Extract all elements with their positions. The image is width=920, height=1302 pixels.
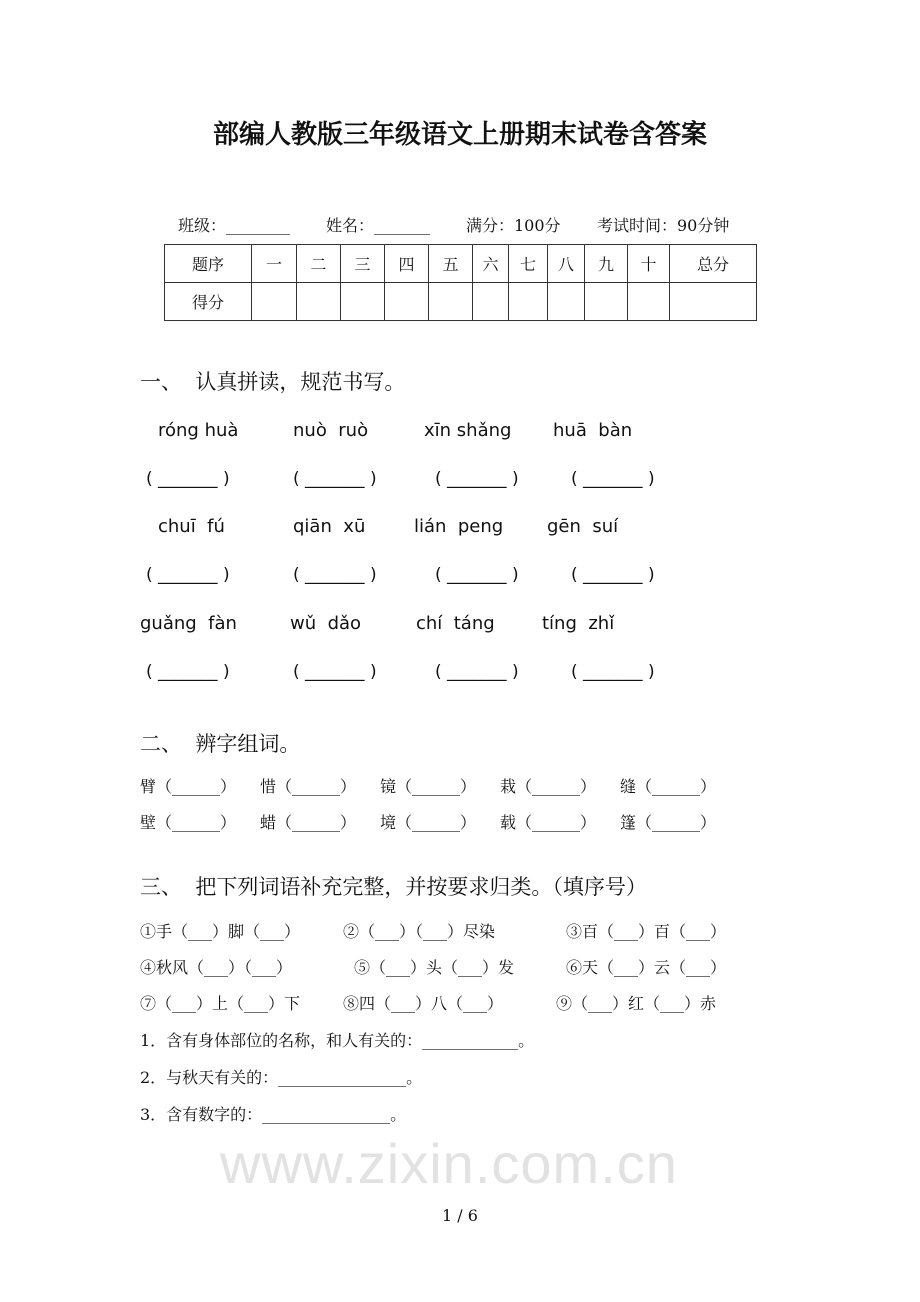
name-field: 姓名：_______ [326,216,431,235]
idiom-item[interactable]: ④秋风（___）（___） [140,958,293,977]
section-1-heading: 一、 认真拼读，规范书写。 [140,370,406,394]
page-title: 部编人教版三年级语文上册期末试卷含答案 [212,120,707,150]
score-cell[interactable] [670,283,757,321]
answer-blank[interactable]: ( _______ ) [293,662,377,682]
pinyin-label: róng huà [158,420,239,441]
table-row [165,283,757,321]
pinyin-label: xīn shǎng [424,420,512,441]
answer-blank[interactable]: ( _______ ) [146,565,230,585]
word-blank-item[interactable]: 蜡（______） [260,813,357,832]
score-cell[interactable] [509,283,548,321]
idiom-item[interactable]: ①手（___）脚（___） [140,922,301,941]
pinyin-label: guǎng fàn [140,613,237,634]
pinyin-label: huā bàn [553,420,633,441]
score-cell[interactable] [473,283,509,321]
idiom-item[interactable]: ⑧四（___）八（___） [343,994,504,1013]
idiom-item[interactable]: ③百（___）百（___） [566,922,727,941]
table-cell: 九 [585,245,628,283]
word-blank-item[interactable]: 镜（______） [380,777,477,796]
score-cell[interactable] [585,283,628,321]
full-score: 满分：100分 [466,216,561,235]
table-cell: 一 [252,245,297,283]
answer-blank[interactable]: ( _______ ) [146,662,230,682]
pinyin-label: chuī fú [158,516,225,537]
word-blank-item[interactable]: 篷（______） [620,813,717,832]
word-blank-item[interactable]: 栽（______） [500,777,597,796]
table-cell: 六 [473,245,509,283]
table-cell: 三 [341,245,385,283]
score-cell[interactable] [385,283,429,321]
pinyin-label: chí táng [416,613,495,634]
answer-blank[interactable]: ( _______ ) [435,469,519,489]
classification-question[interactable]: 1．含有身体部位的名称，和人有关的：____________。 [140,1031,535,1050]
word-blank-item[interactable]: 惜（______） [260,777,357,796]
table-cell: 题序 [165,245,252,283]
idiom-item[interactable]: ⑤（___）头（___）发 [354,958,515,977]
score-table [164,244,757,321]
answer-blank[interactable]: ( _______ ) [435,565,519,585]
score-cell[interactable] [429,283,473,321]
score-cell[interactable] [628,283,670,321]
page-number: 1 / 6 [442,1206,478,1225]
table-cell: 二 [297,245,341,283]
score-cell[interactable] [297,283,341,321]
table-cell: 得分 [165,283,252,321]
score-cell[interactable] [548,283,585,321]
table-row [165,245,757,283]
section-2-heading: 二、 辨字组词。 [140,732,301,756]
idiom-item[interactable]: ⑦（___）上（___）下 [140,994,301,1013]
table-cell: 八 [548,245,585,283]
idiom-item[interactable]: ⑨（___）红（___）赤 [556,994,717,1013]
pinyin-label: lián peng [414,516,504,537]
classification-question[interactable]: 2．与秋天有关的：________________。 [140,1068,423,1087]
idiom-item[interactable]: ⑥天（___）云（___） [566,958,727,977]
table-cell: 总分 [670,245,757,283]
answer-blank[interactable]: ( _______ ) [435,662,519,682]
table-cell: 五 [429,245,473,283]
exam-time: 考试时间：90分钟 [597,216,730,235]
word-blank-item[interactable]: 载（______） [500,813,597,832]
word-blank-item[interactable]: 境（______） [380,813,477,832]
pinyin-label: wǔ dǎo [290,613,362,634]
score-cell[interactable] [341,283,385,321]
answer-blank[interactable]: ( _______ ) [146,469,230,489]
class-field: 班级：________ [178,216,291,235]
answer-blank[interactable]: ( _______ ) [571,662,655,682]
table-cell: 十 [628,245,670,283]
word-blank-item[interactable]: 臂（______） [140,777,237,796]
word-blank-item[interactable]: 缝（______） [620,777,717,796]
pinyin-label: nuò ruò [293,420,369,441]
section-3-heading: 三、 把下列词语补充完整，并按要求归类。（填序号） [140,875,647,899]
word-blank-item[interactable]: 壁（______） [140,813,237,832]
answer-blank[interactable]: ( _______ ) [571,469,655,489]
answer-blank[interactable]: ( _______ ) [571,565,655,585]
pinyin-label: tíng zhǐ [542,613,615,634]
idiom-item[interactable]: ②（___）（___）尽染 [343,922,496,941]
answer-blank[interactable]: ( _______ ) [293,469,377,489]
classification-question[interactable]: 3．含有数字的：________________。 [140,1105,407,1124]
table-cell: 七 [509,245,548,283]
score-cell[interactable] [252,283,297,321]
answer-blank[interactable]: ( _______ ) [293,565,377,585]
pinyin-label: qiān xū [293,516,366,537]
watermark: www.zixin.com.cn [220,1132,678,1195]
pinyin-label: gēn suí [547,516,619,537]
table-cell: 四 [385,245,429,283]
